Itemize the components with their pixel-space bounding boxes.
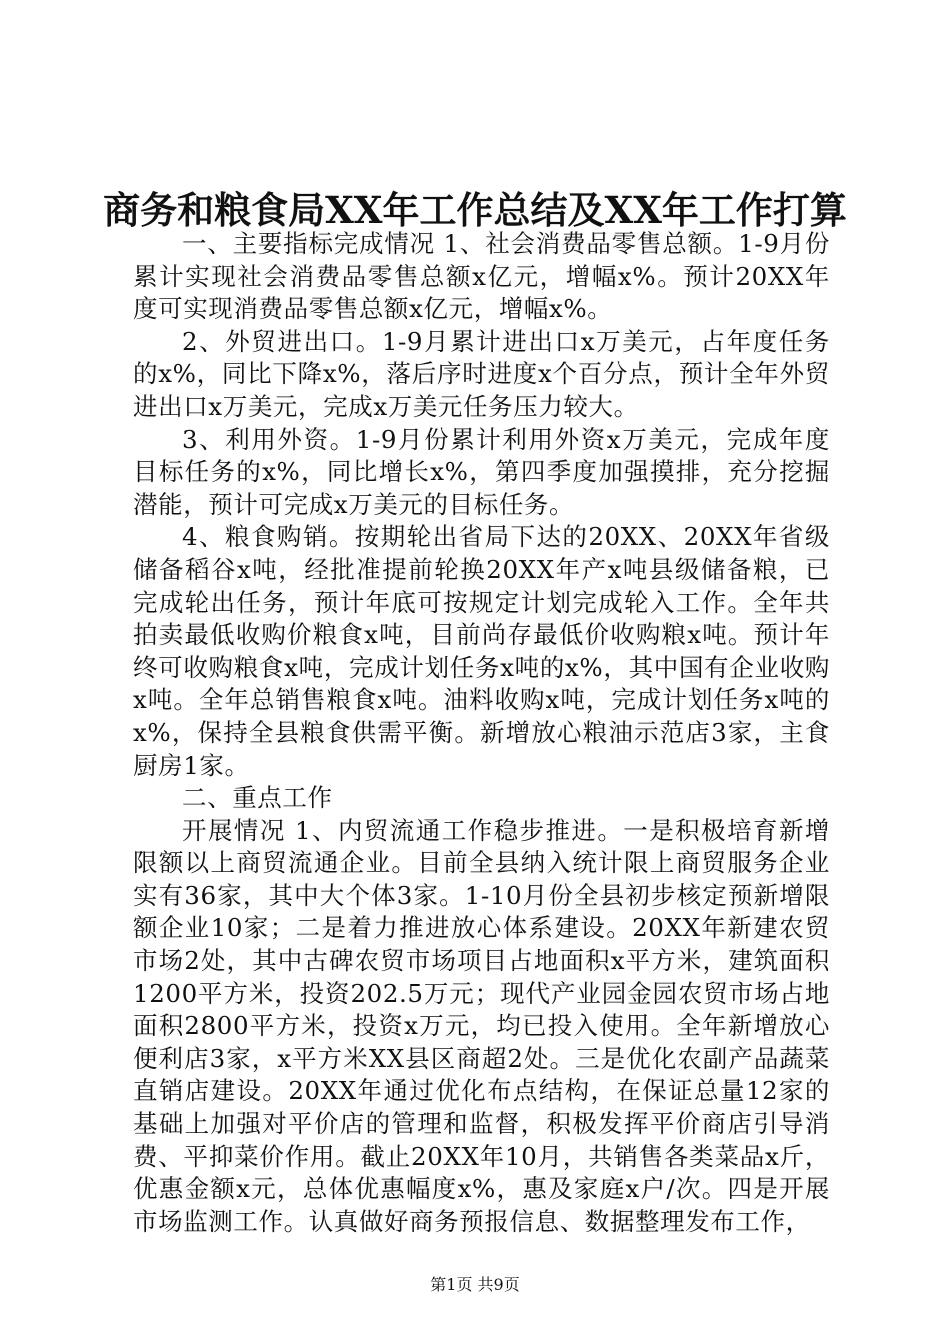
paragraph-foreign-investment: 3、利用外资。1-9月份累计利用外资x万美元，完成年度目标任务的x%，同比增长x%，第四季度加强摸排，充分挖掘潜能，预计可完成x万美元的目标任务。 bbox=[133, 424, 830, 519]
section-heading-key-work: 二、重点工作 bbox=[182, 783, 333, 813]
paragraph-domestic-trade: 开展情况 1、内贸流通工作稳步推进。一是积极培育新增限额以上商贸流通企业。目前全县纳入统计限上商贸服务企业实有36家，其中大个体3家。1-10月份全县初步核定预新增限额企业10家；二是着力推进放心体系建设。20XX年新建农贸市场2处，其中古碑农贸市场项目占地面积x平方米，建筑面积1200平方米，投资202.5万元；现代产业园金园农贸市场占地面积2800平方米，投资x万元，均已投入使用。全年新增放心便利店3家，x平方米XX县区商超2处。三是优化农副产品蔬菜直销店建设。20XX年通过优化布点结构，在保证总量12家的基础上加强对平价店的管理和监督，积极发挥平价商店引导消费、平抑菜价作用。截止20XX年10月，共销售各类菜品x斤，优惠金额x元，总体优惠幅度x%，惠及家庭x户/次。四是开展市场监测工作。认真做好商务预报信息、数据整理发布工作， bbox=[133, 815, 830, 1236]
paragraph-grain-trade: 4、粮食购销。按期轮出省局下达的20XX、20XX年省级储备稻谷x吨，经批准提前轮换20XX年产x吨县级储备粮，已完成轮出任务，预计年底可按规定计划完成轮入工作。全年共拍卖最低收购价粮食x吨，目前尚存最低价收购粮x吨。预计年终可收购粮食x吨，完成计划任务x吨的x%，其中国有企业收购x吨。全年总销售粮食x吨。油料收购x吨，完成计划任务x吨的x%，保持全县粮食供需平衡。新增放心粮油示范店3家，主食厨房1家。 bbox=[133, 522, 830, 780]
paragraph-foreign-trade: 2、外贸进出口。1-9月累计进出口x万美元，占年度任务的x%，同比下降x%，落后序时进度x个百分点，预计全年外贸进出口x万美元，完成x万美元任务压力较大。 bbox=[133, 326, 830, 421]
page-footer: 第1页 共9页 bbox=[430, 1275, 520, 1294]
document-body bbox=[133, 228, 830, 1238]
paragraph-retail-sales: 一、主要指标完成情况 1、社会消费品零售总额。1-9月份累计实现社会消费品零售总额x亿元，增幅x%。预计20XX年度可实现消费品零售总额x亿元，增幅x%。 bbox=[133, 229, 830, 324]
document-title: 商务和粮食局XX年工作总结及XX年工作打算 bbox=[103, 188, 847, 232]
